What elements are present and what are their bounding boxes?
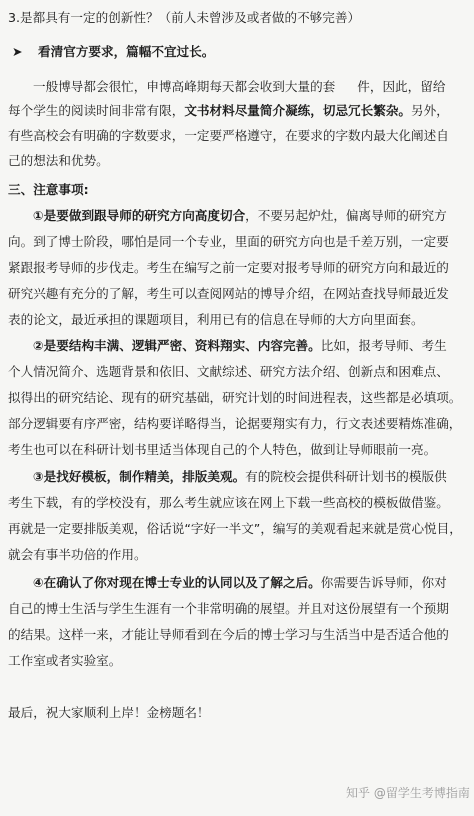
bold-phrase: 文书材料尽量简介凝练，切忌冗长繁杂。 (184, 103, 411, 118)
paragraph-line: 再就是一定要排版美观，俗话说“字好一半文”，编写的美观看起来就是赏心悦目， (8, 521, 462, 536)
paragraph-line: ③是找好模板，制作精美，排版美观。有的院校会提供科研计划书的模版供 (33, 469, 447, 484)
paragraph-line: 紧跟报考导师的步伐走。考生在编写之前一定要对报考导师的研究方向和最近的 (8, 260, 449, 275)
paragraph-line: 研究兴趣有充分的了解，考生可以查阅网站的博导介绍，在网站查找导师最近发 (8, 286, 449, 301)
paragraph-line: 的结果。这样一来，才能让导师看到在今后的博士学习与生活当中是否适合他的 (8, 627, 449, 642)
paragraph-line: 每个学生的阅读时间非常有限，文书材料尽量简介凝练，切忌冗长繁杂。另外， (8, 103, 449, 118)
paragraph-line: 己的想法和优势。 (8, 153, 109, 168)
bullet-heading-text: 看清官方要求，篇幅不宜过长。 (38, 44, 215, 59)
paragraph-line: ②是要结构丰满、逻辑严密、资料翔实、内容完善。比如，报考导师、考生 (33, 338, 447, 353)
paragraph-line: 工作室或者实验室。 (8, 653, 122, 668)
point-heading: ③是找好模板，制作精美，排版美观。 (33, 469, 246, 484)
point-heading: ②是要结构丰满、逻辑严密、资料翔实、内容完善。 (33, 338, 321, 353)
paragraph-line: 就会有事半功倍的作用。 (8, 547, 147, 562)
paragraph-line: 拟得出的研究结论、现有的研究基础，研究计划的时间进程表，这些都是必填项。 (8, 390, 462, 405)
paragraph-line: ④在确认了你对现在博士专业的认同以及了解之后。你需要告诉导师，你对 (33, 575, 447, 590)
closing-line: 最后，祝大家顺利上岸！金榜题名！ (8, 705, 210, 720)
paragraph-line: 表的论文，最近承担的课题项目，利用已有的信息在导师的大方向里面套。 (8, 312, 424, 327)
paragraph-line: ①是要做到跟导师的研究方向高度切合，不要另起炉灶，偏离导师的研究方 (33, 208, 447, 223)
paragraph-line: 自己的博士生活与学生生涯有一个非常明确的展望。并且对这份展望有一个预期 (8, 601, 449, 616)
paragraph-line: 个人情况简介、选题背景和依旧、文献综述、研究方法介绍、创新点和困难点、 (8, 364, 449, 379)
bullet-heading (12, 43, 214, 61)
point-heading: ④在确认了你对现在博士专业的认同以及了解之后。 (33, 575, 321, 590)
paragraph-line: 考生也可以在科研计划书里适当体现自己的个人特色，做到让导师眼前一亮。 (8, 442, 437, 457)
paragraph-line: 考生下载，有的学校没有，那么考生就应该在网上下载一些高校的模板做借鉴。 (8, 495, 449, 510)
point-heading: ①是要做到跟导师的研究方向高度切合 (33, 208, 246, 223)
arrow-bullet-icon: ➤ (12, 44, 23, 59)
section-heading: 三、注意事项: (8, 182, 89, 197)
paragraph-line: 部分逻辑要有序严密，结构要详略得当，论据要翔实有力，行文表述要精炼准确， (8, 416, 462, 431)
zhihu-watermark: 知乎 @留学生考博指南 (346, 786, 470, 800)
paragraph-line: 向。到了博士阶段，哪怕是同一个专业，里面的研究方向也是千差万别，一定要 (8, 234, 449, 249)
question-line: 3.是都具有一定的创新性？（前人未曾涉及或者做的不够完善） (8, 10, 361, 25)
paragraph-line: 一般博导都会很忙，申博高峰期每天都会收到大量的套 件，因此，留给 (33, 79, 446, 94)
paragraph-line: 有些高校会有明确的字数要求，一定要严格遵守，在要求的字数内最大化阐述自 (8, 128, 449, 143)
